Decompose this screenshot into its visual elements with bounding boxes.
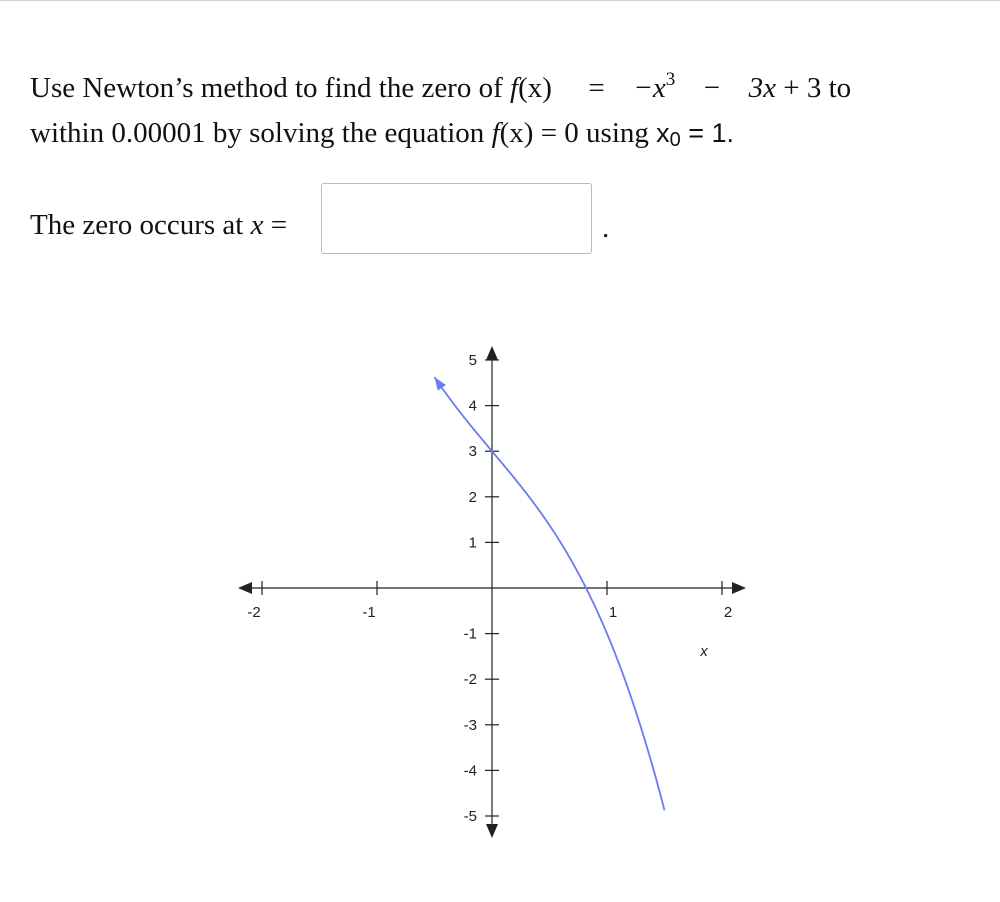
y-tick-label: -5 [463, 808, 477, 825]
answer-variable: x [250, 209, 264, 241]
x0-symbol: x [656, 118, 670, 148]
function-name: f [510, 72, 519, 104]
x-axis-right-arrow [732, 582, 746, 594]
y-tick-label: -1 [463, 625, 477, 643]
x-axis-left-arrow [238, 582, 252, 594]
question-line2-prefix: within 0.00001 by solving the equation [30, 117, 492, 149]
curve-group [434, 376, 666, 811]
y-tick-label: -2 [463, 671, 477, 689]
x-tick-label: 2 [723, 604, 733, 621]
y-tick-label: -4 [463, 762, 477, 780]
term-linear: 3x [748, 72, 776, 104]
y-tick-label: 3 [468, 443, 477, 461]
question-suffix: to [821, 72, 852, 104]
x0-value: = 1. [680, 118, 735, 148]
plus-sign: + [783, 72, 800, 104]
y-tick-label: 5 [468, 352, 477, 369]
term-cubic: −x [633, 72, 666, 104]
y-tick-label: 2 [468, 488, 477, 506]
minus-sign: − [703, 72, 721, 104]
x-axis-label: x [700, 643, 708, 660]
answer-label-prefix: The zero occurs at [30, 209, 251, 241]
equals-sign: = [588, 72, 605, 104]
curve-arrowhead [435, 377, 446, 391]
y-axis-top-arrow [486, 346, 498, 360]
answer-equals: = [263, 209, 288, 241]
term-cubic-exponent: 3 [665, 69, 676, 90]
answer-period: . [602, 212, 610, 244]
equation-rest: (x) = 0 using [499, 117, 657, 149]
y-axis-bottom-arrow [486, 824, 498, 838]
term-constant: 3 [806, 72, 822, 104]
x0-subscript: 0 [669, 129, 681, 151]
y-tick-label: 4 [468, 397, 477, 415]
axes-group [238, 346, 746, 838]
y-tick-label: 1 [468, 534, 477, 552]
y-tick-label: -3 [463, 716, 477, 734]
equation-function-name: f [491, 117, 500, 149]
function-curve [435, 377, 665, 810]
x-tick-label: 1 [608, 604, 618, 621]
x-tick-label: -1 [362, 604, 376, 621]
x-tick-label: -2 [247, 604, 261, 621]
question-prefix: Use Newton’s method to find the zero of [30, 72, 511, 104]
function-variable: (x) [518, 72, 552, 104]
